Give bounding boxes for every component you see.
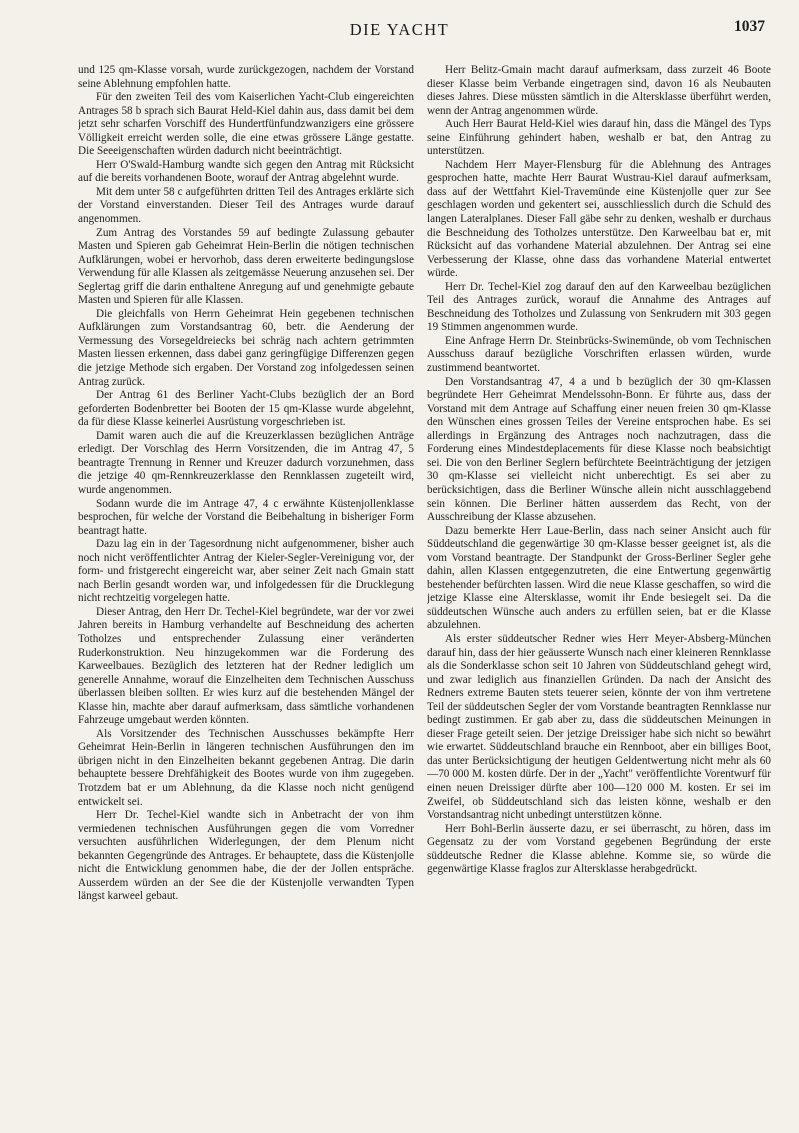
paragraph: Herr Dr. Techel-Kiel zog darauf den auf den Karweelbau bezüglichen Teil des Antrages zurück, worauf die Annahme des Antrages auf Beschneidung des Totholzes und Zulassung von Senkrudern mit 303 gegen 19 Stimmen angenommen wurde. xyxy=(427,280,771,334)
paragraph: Als erster süddeutscher Redner wies Herr Meyer-Absberg-München darauf hin, dass der hier geäusserte Wunsch nach einer kleineren Rennklasse als die Sonderklasse schon seit 10 Jahren von Süddeutschland gehegt wird, und zwar lediglich aus finanziellen Gründen. Da nach der Ansicht des Redners extreme Bauten stets teuerer seien, könnte der von ihm vertretene Teil der süddeutschen Segler der vom Vorstande beantragten Rennklasse nur bedingt zustimmen. Er gab aber zu, dass die süddeutschen Meinungen in dieser Frage geteilt seien. Der jetzige Dreissiger habe sich nicht so bewährt wie erwartet. Süddeutschland brauche ein Rennboot, aber ein billiges Boot, das unter Berücksichtigung der heutigen Geldentwertung nicht mehr als 60—70 000 M. kosten dürfe. Der in der „Yacht" veröffentlichte Vorentwurf für einen neuen Dreissiger dürfte aber 100—120 000 M. kosten. Er sei im Zweifel, ob Süddeutschland sich das leisten könne, weshalb er den Vorstandsantrag nicht unbedingt unterstützen könne. xyxy=(427,632,771,822)
left-column xyxy=(78,64,414,1124)
page-header xyxy=(0,14,799,44)
paragraph: Den Vorstandsantrag 47, 4 a und b bezüglich der 30 qm-Klassen begründete Herr Geheimrat Mendelssohn-Bonn. Er führte aus, dass der Vorstand mit dem Antrage auf Schaffung einer neuen freien 30 qm-Klasse den Wünschen eines grossen Teiles der Vereine entsprochen habe. Es sei allerdings in Ergänzung des Antrages noch nachzutragen, dass die Forderung eines Mindestdeplacements für diese Klasse noch beabsichtigt sei. Die von den Berliner Seglern befürchtete Beeinträchtigung der jetzigen 30 qm-Klasse sei vielleicht nicht unberechtigt. Es sei aber zu berücksichtigen, dass die Berliner Wünsche allein nicht ausschlaggebend sein können. Die Berliner hätten ausserdem das Recht, von der Ausschreibung der Klasse abzusehen. xyxy=(427,375,771,524)
paragraph: Eine Anfrage Herrn Dr. Steinbrücks-Swinemünde, ob vom Technischen Ausschuss darauf bezügliche Vorschriften erlassen würden, wurde zustimmend beantwortet. xyxy=(427,334,771,375)
paragraph: Für den zweiten Teil des vom Kaiserlichen Yacht-Club eingereichten Antrages 58 b sprach sich Baurat Held-Kiel dahin aus, dass damit bei dem jetzt sehr scharfen Vorschiff des Hundertfünfundzwanzigers eine grössere Völligkeit erreicht werden solle, die eine etwas grössere Länge gestatte. Die Seeeigenschaften würden dadurch nicht beeinträchtigt. xyxy=(78,91,414,158)
paragraph: Sodann wurde die im Antrage 47, 4 c erwähnte Küstenjollenklasse besprochen, für welche der Vorstand die Beibehaltung in bisheriger Form beantragt hatte. xyxy=(78,497,414,537)
paragraph: Herr Dr. Techel-Kiel wandte sich in Anbetracht der von ihm vermiedenen technischen Ausführungen gegen die vom Vorredner versuchten ausführlichen Widerlegungen, der dem Plenum nicht bekannten Gegengründe des Antrages. Er behauptete, dass die Küstenjolle nicht die Entwicklung genommen habe, die der der Jollen entspräche. Ausserdem würden an der See die der Küstenjolle verwandten Typen längst karweel gebaut. xyxy=(78,809,414,903)
page-title: DIE YACHT xyxy=(349,20,450,39)
paragraph: Herr O'Swald-Hamburg wandte sich gegen den Antrag mit Rücksicht auf die bereits vorhandenen Boote, worauf der Antrag abgelehnt wurde. xyxy=(78,158,414,185)
paragraph: Herr Bohl-Berlin äusserte dazu, er sei überrascht, zu hören, dass im Gegensatz zu der vom Vorstand gegebenen Begründung der erste süddeutsche Redner die Klasse ablehne. Komme sie, so würde die gegenwärtige Klasse fraglos zur Altersklasse herabgedrückt. xyxy=(427,822,771,876)
right-column xyxy=(427,64,771,1124)
paragraph: Nachdem Herr Mayer-Flensburg für die Ablehnung des Antrages gesprochen hatte, machte Herr Baurat Wustrau-Kiel darauf aufmerksam, dass auf der Wettfahrt Kiel-Travemünde eine Küstenjolle quer zur See geschlagen worden und gekentert sei, ausschliesslich durch die Schuld des langen Lateralplanes. Dieser Fall gäbe sehr zu denken, weshalb er durchaus die Beschneidung des Totholzes unterstütze. Den Karweelbau bat er, mit Rücksicht auf das vorhandene Material abzulehnen. Der Antrag sei eine Verbesserung der Klasse, ohne dass das vorhandene Material entwertet würde. xyxy=(427,158,771,280)
paragraph: Auch Herr Baurat Held-Kiel wies darauf hin, dass die Mängel des Typs seine Einführung gehindert haben, weshalb er bat, den Antrag zu unterstützen. xyxy=(427,118,771,158)
page-number: 1037 xyxy=(734,18,765,35)
paragraph: Damit waren auch die auf die Kreuzerklassen bezüglichen Anträge erledigt. Der Vorschlag des Herrn Vorsitzenden, die im Antrag 47, 5 beantragte Trennung in Renner und Kreuzer dadurch vorzunehmen, dass die jetzige 40 qm-Rennkreuzerklasse den Rennklassen zugeteilt wird, wurde angenommen. xyxy=(78,429,414,496)
paragraph: und 125 qm-Klasse vorsah, wurde zurückgezogen, nachdem der Vorstand seine Ablehnung empfohlen hatte. xyxy=(78,64,414,90)
paragraph: Als Vorsitzender des Technischen Ausschusses bekämpfte Herr Geheimrat Hein-Berlin in längeren technischen Ausführungen den im übrigen nicht in den Einzelheiten bekannt gegebenen Antrag. Die darin behauptete bessere Drehfähigkeit des Bootes wurde von ihm zugegeben. Trotzdem bat er um Ablehnung, da die Klasse noch nicht genügend entwickelt sei. xyxy=(78,727,414,808)
paragraph: Herr Belitz-Gmain macht darauf aufmerksam, dass zurzeit 46 Boote dieser Klasse beim Verbande eingetragen sind, davon 16 als Neubauten dieses Jahres. Diese müssten sämtlich in die Altersklasse überführt werden, wenn der Antrag angenommen würde. xyxy=(427,64,771,117)
paragraph: Der Antrag 61 des Berliner Yacht-Clubs bezüglich der an Bord geforderten Bodenbretter bei Booten der 15 qm-Klasse wurde abgelehnt, da für diese Klasse keinerlei Ausrüstung vorgeschrieben ist. xyxy=(78,389,414,429)
paragraph: Dieser Antrag, den Herr Dr. Techel-Kiel begründete, war der vor zwei Jahren bereits in Hamburg verhandelte auf Beschneidung des acherten Totholzes und entsprechender Zulassung einer veränderten Ruderkonstruktion. Neu hinzugekommen war die Forderung des Karweelbaues. Bezüglich des letzteren hat der Redner lediglich um generelle Annahme, worauf die Einzelheiten dem Technischen Ausschuss überlassen bleiben sollten. Er wies kurz auf die bestehenden Mängel der Klasse hin, machte aber darauf aufmerksam, dass sämtliche vorhandenen Fahrzeuge umgebaut werden könnten. xyxy=(78,605,414,727)
paragraph: Dazu lag ein in der Tagesordnung nicht aufgenommener, bisher auch noch nicht veröffentlichter Antrag der Kieler-Segler-Vereinigung vor, der form- und fristgerecht eingereicht war, aber seiner Zeit nach Gmain statt nach Berlin gesandt worden war, und infolgedessen für die Drucklegung nicht rechtzeitig vorgelegen hatte. xyxy=(78,538,414,605)
paragraph: Zum Antrag des Vorstandes 59 auf bedingte Zulassung gebauter Masten und Spieren gab Geheimrat Hein-Berlin die nötigen technischen Aufklärungen, wobei er hervorhob, dass deren erweiterte bedingungslose Verwendung für alle Klassen als zeitgemässe Neuerung anzusehen sei. Der Seglertag griff die darin enthaltene Anregung auf und genehmigte gebaute Masten und Spieren für alle Klassen. xyxy=(78,226,414,307)
paragraph: Die gleichfalls von Herrn Geheimrat Hein gegebenen technischen Aufklärungen zum Vorstandsantrag 60, betr. die Aenderung der Vermessung des Vorsegeldreiecks bei schräg nach achtern getrimmten Masten liessen erkennen, dass dabei ganz geringfügige Differenzen gegen die jetzige Methode sich ergaben. Der Vorstand zog infolgedessen seinen Antrag zurück. xyxy=(78,307,414,388)
paragraph: Mit dem unter 58 c aufgeführten dritten Teil des Antrages erklärte sich der Vorstand einverstanden. Dieser Teil des Antrages wurde darauf angenommen. xyxy=(78,185,414,226)
paragraph: Dazu bemerkte Herr Laue-Berlin, dass nach seiner Ansicht auch für Süddeutschland die gegenwärtige 30 qm-Klasse besser geeignet ist, als die vom Vorstand beantragte. Der Standpunkt der Gross-Berliner Segler gehe dahin, allen Klassen entgegenzutreten, die eine Entwertung gegenwärtig bestehender befürchten lassen. Wird die neue Klasse geschaffen, so wird die jetzige Klasse eine Altersklasse, womit ihr Ende besiegelt sei. Da die süddeutschen Wünsche auch anders zu erfüllen seien, bat er die Klasse abzulehnen. xyxy=(427,524,771,632)
